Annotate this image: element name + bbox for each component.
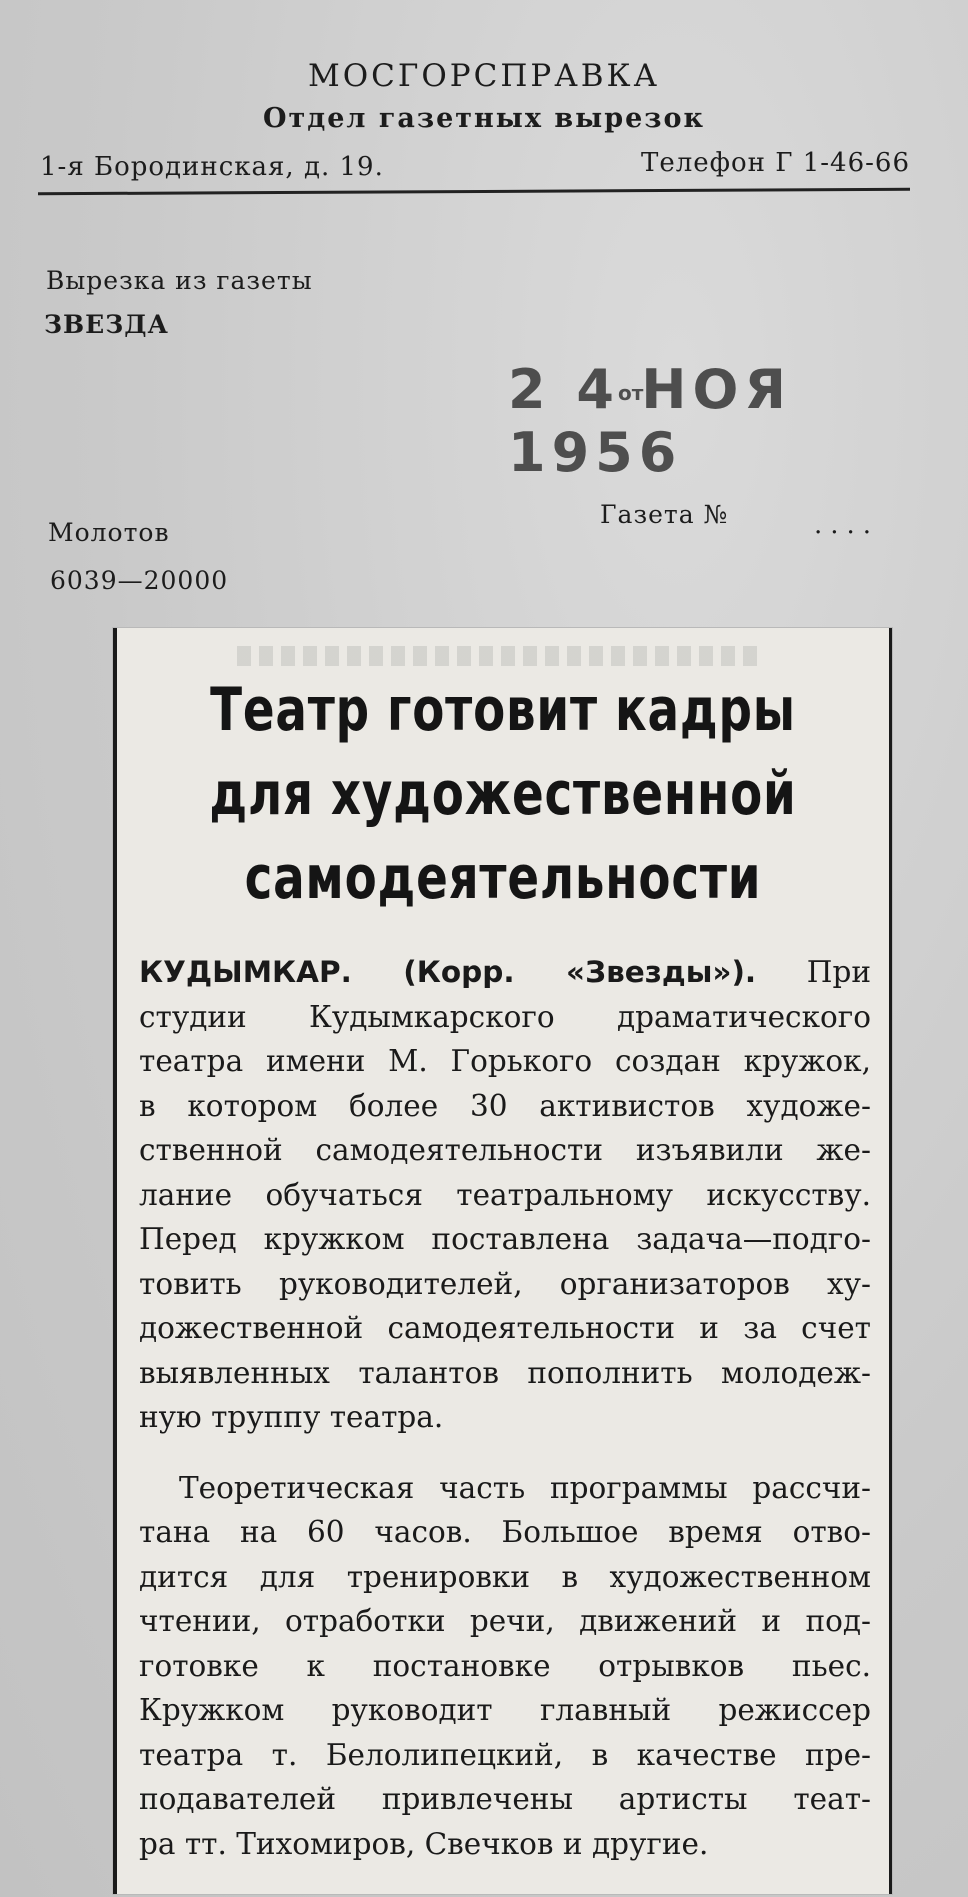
paragraph-2 (139, 1466, 871, 1867)
body-line: в котором более 30 активистов художе- (139, 1088, 871, 1123)
article-body (139, 950, 871, 1866)
city-name: Молотов (48, 518, 170, 547)
date-stamp-ot: от (617, 381, 644, 406)
date-stamp-day: 2 4 (508, 358, 620, 421)
body-line: выявленных талантов пополнить молодеж- (139, 1355, 871, 1390)
bleed-through-text (237, 646, 757, 666)
body-line: ра тт. Тихомиров, Свечков и другие. (139, 1826, 709, 1861)
body-line: театра т. Белолипецкий, в качестве пре- (139, 1737, 871, 1772)
agency-name: МОСГОРСПРАВКА (307, 58, 660, 94)
headline-line: Театр готовит кадры (210, 675, 796, 745)
dateline: КУДЫМКАР. (Корр. «Звезды»). (139, 955, 757, 989)
clipping-slip (0, 0, 968, 640)
body-line: тана на 60 часов. Большое время отво- (139, 1515, 871, 1549)
body-line: студии Кудымкарского драматического (139, 999, 871, 1034)
agency-phone: Телефон Г 1-46-66 (641, 148, 910, 178)
article-headline (202, 668, 804, 920)
body-line: чтении, отработки речи, движений и под- (139, 1604, 871, 1638)
date-stamp-rest: НОЯ 1956 (508, 358, 792, 484)
newspaper-name: ЗВЕЗДА (44, 310, 169, 339)
body-line: дожественной самодеятельности и за счет (139, 1311, 871, 1345)
newspaper-clipping (113, 628, 892, 1894)
body-line: готовке к постановке отрывков пьес. (139, 1648, 871, 1683)
body-line: подавателей привлечены артисты теат- (139, 1782, 871, 1816)
headline-line: самодеятельности (244, 843, 762, 913)
paragraph-1 (139, 950, 871, 1440)
body-line: Кружком руководит главный режиссер (139, 1693, 871, 1727)
headline-line: для художественной (209, 759, 797, 829)
order-code: 6039—20000 (50, 566, 229, 595)
department-name: Отдел газетных вырезок (263, 103, 705, 134)
clipping-label: Вырезка из газеты (46, 266, 313, 295)
gazette-number-label: Газета № (600, 500, 729, 529)
body-line: ственной самодеятельности изъявили же- (139, 1133, 871, 1167)
body-line: Перед кружком поставлена задача—подго- (139, 1222, 871, 1256)
body-line: КУДЫМКАР. (Корр. «Звезды»). При (139, 955, 871, 989)
agency-address: 1-я Бородинская, д. 19. (40, 152, 384, 182)
body-line: дится для тренировки в художественном (139, 1559, 871, 1594)
body-line: товить руководителей, организаторов ху- (139, 1266, 871, 1301)
body-line: театра имени М. Горького создан кружок, (139, 1044, 871, 1078)
date-stamp (508, 358, 968, 484)
header-divider (38, 188, 910, 196)
body-line: Теоретическая часть программы рассчи- (179, 1470, 871, 1505)
gazette-number-dots: .... (814, 510, 880, 540)
body-line: ную труппу театра. (139, 1400, 444, 1434)
body-line: лание обучаться театральному искусству. (139, 1177, 871, 1212)
